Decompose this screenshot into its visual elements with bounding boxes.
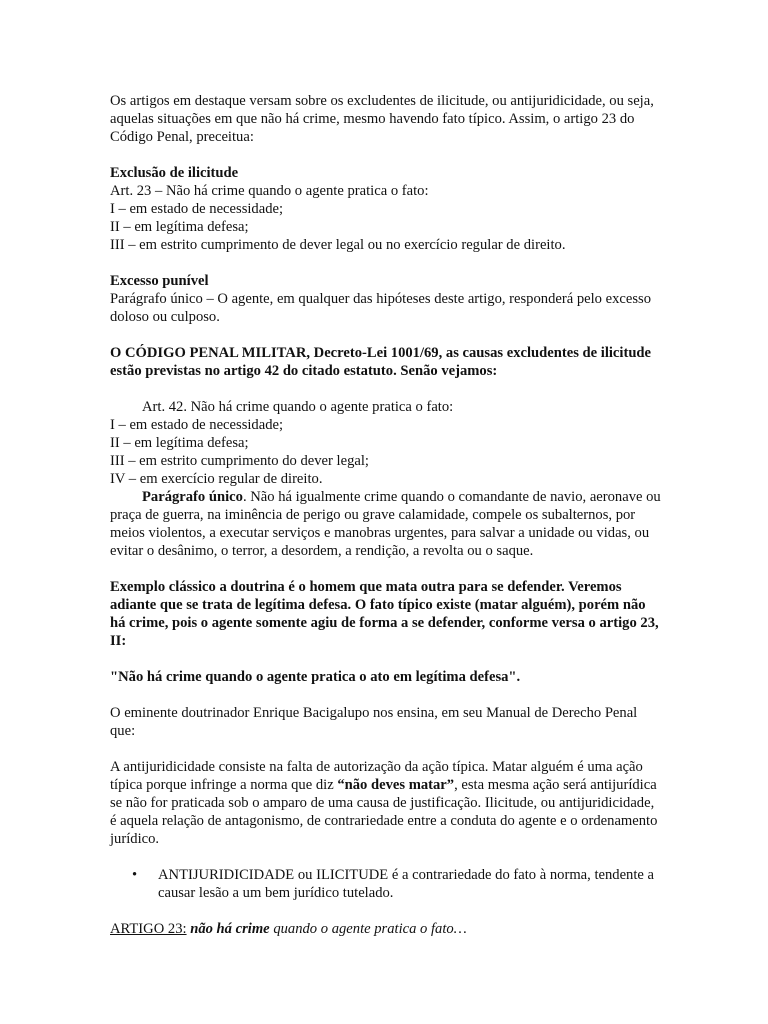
art42-items — [110, 416, 662, 560]
paragrafo-unico-cp: Parágrafo único – O agente, em qualquer das hipóteses deste artigo, responderá pelo excesso doloso ou culposo. — [110, 291, 651, 325]
section-excesso — [110, 272, 662, 326]
art23-item: II – em legítima defesa; — [110, 219, 249, 235]
bullet-text: ANTIJURIDICIDADE ou ILICITUDE é a contrariedade do fato à norma, tendente a causar lesão a um bem jurídico tutelado. — [158, 867, 655, 901]
list-item — [110, 866, 662, 902]
antijuridicidade-after: , esta mesma ação será antijurídica se não for praticada sob o amparo de uma causa de justificação. Ilicitude, ou antijuridicidade, é aquela relação de antagonismo, de contrariedade entre a conduta do agente e o ordenamento jurídico. — [110, 777, 658, 847]
antijuridicidade-before: A antijuridicidade consiste na falta de autorização da ação típica. Matar alguém é uma ação típica porque infringe a norma que diz — [110, 759, 643, 793]
last-line — [110, 920, 662, 938]
last-line-italic: quando o agente pratica o fato… — [269, 921, 467, 937]
art23-item: III – em estrito cumprimento de dever legal ou no exercício regular de direito. — [110, 237, 566, 253]
bullet-list — [110, 866, 662, 902]
example-paragraph: Exemplo clássico a doutrina é o homem que mata outra para se defender. Veremos adiante que se trata de legítima defesa. O fato típico existe (matar alguém), porém não há crime, pois o agente somente agiu de forma a se defender, conforme versa o artigo 23, II: — [110, 579, 659, 649]
art23-line: Art. 23 – Não há crime quando o agente pratica o fato: — [110, 183, 429, 199]
document-body — [110, 92, 662, 938]
paragrafo-unico-cpm — [110, 488, 662, 560]
artigo23-label: ARTIGO 23: — [110, 921, 187, 937]
cpm-heading: O CÓDIGO PENAL MILITAR, Decreto-Lei 1001/69, as causas excludentes de ilicitude estão previstas no artigo 42 do citado estatuto. Senão vejamos: — [110, 345, 652, 379]
antijuridicidade-emphasis: “não deves matar” — [337, 777, 455, 793]
antijuridicidade-paragraph — [110, 758, 662, 848]
art42-item: III – em estrito cumprimento do dever legal; — [110, 453, 369, 469]
bullet-icon: • — [132, 867, 138, 883]
intro-paragraph: Os artigos em destaque versam sobre os excludentes de ilicitude, ou antijuridicidade, ou seja, aquelas situações em que não há crime, mesmo havendo fato típico. Assim, o artigo 23 do Código Penal, preceitua: — [110, 93, 654, 145]
section-heading-excesso: Excesso punível — [110, 273, 209, 289]
art42-item: I – em estado de necessidade; — [110, 417, 284, 433]
paragrafo-unico-text: . Não há igualmente crime quando o comandante de navio, aeronave ou praça de guerra, na iminência de perigo ou grave calamidade, compele os subalternos, por meios violentos, a executar serviços e manobras urgentes, para salvar a unidade ou vidas, ou evitar o desânimo, o terror, a desordem, a rendição, a revolta ou o saque. — [110, 489, 661, 559]
art23-item: I – em estado de necessidade; — [110, 201, 284, 217]
art42-line: Art. 42. Não há crime quando o agente pratica o fato: — [142, 399, 454, 415]
art42-item: II – em legítima defesa; — [110, 435, 249, 451]
art42-block — [110, 398, 662, 416]
paragrafo-unico-label: Parágrafo único — [142, 489, 243, 505]
section-exclusao — [110, 164, 662, 254]
doutrinador-paragraph: O eminente doutrinador Enrique Bacigalupo nos ensina, em seu Manual de Derecho Penal que: — [110, 705, 638, 739]
quote-paragraph: "Não há crime quando o agente pratica o ato em legítima defesa". — [110, 669, 521, 685]
nao-ha-crime: não há crime — [190, 921, 270, 937]
art42-item: IV – em exercício regular de direito. — [110, 471, 323, 487]
section-heading-exclusao: Exclusão de ilicitude — [110, 165, 239, 181]
